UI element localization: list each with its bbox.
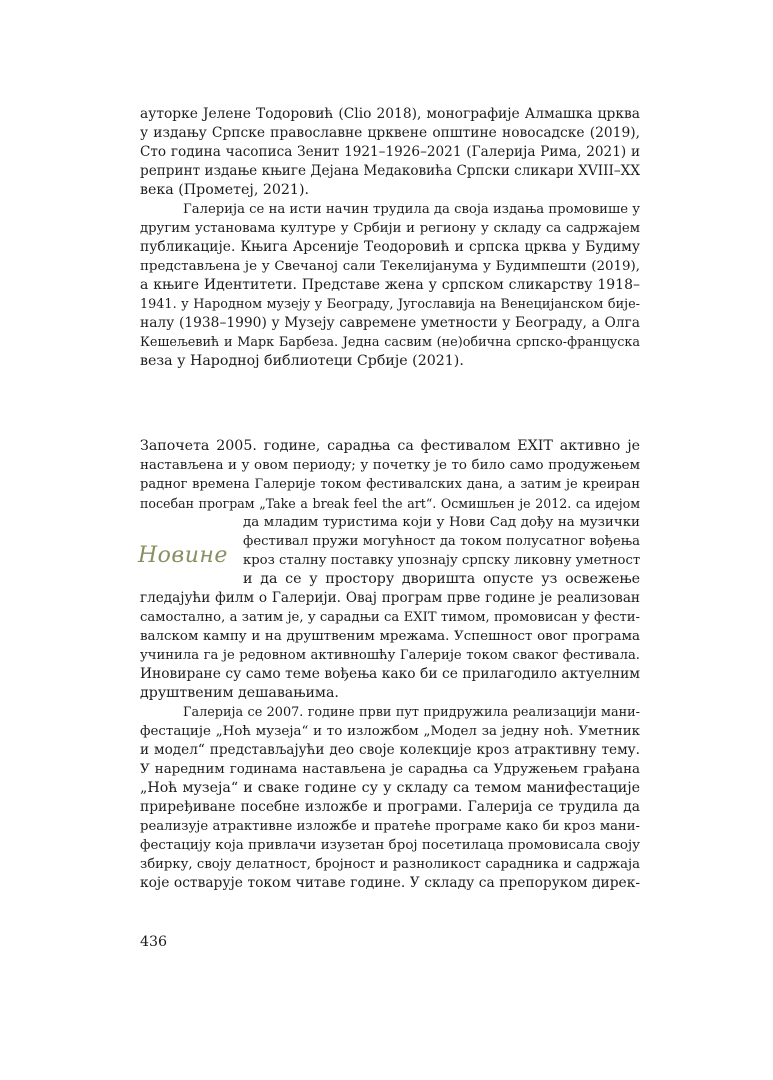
text-line: које остварује током читаве године. У складу са препоруком дирек- <box>140 875 640 891</box>
text-line: представљена је у Свечаној сали Текелијанума у Будимпешти (2019), <box>140 259 640 274</box>
text-line: друштвеним дешавањима. <box>140 685 339 701</box>
text-line: публикације. Књига Арсеније Теодоровић и српска црква у Будиму <box>140 239 640 255</box>
text-line: и да се у простору дворишта опусте уз освежење <box>243 571 640 587</box>
text-line: фестивал пружи могућност да током полусатног вођења <box>243 534 640 549</box>
text-line: У наредним годинама настављена је сарадња са Удружењем грађана <box>140 762 640 777</box>
text-line: и модел“ представљајући део своје колекције кроз атрактивну тему. <box>140 742 640 758</box>
text-line: гледајући филм о Галерији. Овај програм прве године је реализован <box>140 590 640 606</box>
text-line: самостално, а затим је, у сарадњи са EXIT тимом, промовисан у фести- <box>140 610 640 625</box>
text-line: фестације „Ноћ музеја“ и то изложбом „Модел за једну ноћ. Уметник <box>140 724 640 739</box>
text-line: налу (1938–1990) у Музеју савремене уметности у Београду, а Олга <box>140 315 640 331</box>
text-line: настављена и у овом периоду; у почетку је то било само продужењем <box>140 458 640 473</box>
text-line: кроз сталну поставку упознају српску ликовну уметност <box>243 553 641 568</box>
text-line: а књиге Идентитети. Представе жена у српском сликарству 1918– <box>140 277 640 293</box>
text-line: у издању Српске православне црквене општине новосадске (2019), <box>140 125 640 141</box>
text-line: 1941. у Народном музеју у Београду, Југославија на Венецијанском бије- <box>140 297 640 312</box>
text-line: фестацију која привлачи изузетан број посетилаца промовисала своју <box>140 838 640 853</box>
text-line: Сто година часописа Зенит 1921–1926–2021 (Галерија Рима, 2021) и <box>140 144 640 160</box>
text-line: Започета 2005. године, сарадња са фестивалом EXIT активно је <box>140 438 640 454</box>
text-line: збирку, своју делатност, бројност и разноликост сарадника и садржаја <box>140 857 640 872</box>
page-number: 436 <box>140 934 168 950</box>
text-line: века (Прометеј, 2021). <box>140 182 309 198</box>
text-line: Галерија се 2007. године први пут придружила реализацији мани- <box>183 705 640 720</box>
text-line: радног времена Галерије током фестивалских дана, а затим је креиран <box>140 477 640 492</box>
text-line: ауторке Јелене Тодоровић (Clio 2018), монографије Алмашка црква <box>140 106 640 122</box>
text-line: репринт издање књиге Дејана Медаковића Српски сликари XVIII–XX <box>140 163 640 179</box>
text-line: веза у Народној библиотеци Србије (2021). <box>140 353 464 369</box>
text-line: другим установама културе у Србији и региону у складу са садржајем <box>140 221 640 236</box>
text-line: приређиване посебне изложбе и програми. Галерија се трудила да <box>140 799 640 815</box>
text-line: учинила га је редовном активношћу Галерије током сваког фестивала. <box>140 648 640 663</box>
text-line: валском кампу и на друштвеним мрежама. Успешност овог програма <box>140 629 640 644</box>
text-line: посебан програм „Take a break feel the art“. Осмишљен је 2012. са идејом <box>140 496 640 511</box>
text-line: Галерија се на исти начин трудила да своја издања промовише у <box>183 202 640 217</box>
text-line: Кешељевић и Марк Барбеза. Једна сасвим (не)обична српско-француска <box>140 335 640 350</box>
text-line: реализује атрактивне изложбе и пратеће програме како би кроз мани- <box>140 819 640 834</box>
text-line: „Ноћ музеја“ и сваке године су у складу са темом манифестације <box>140 780 640 796</box>
text-line: Иновиране су само теме вођења како би се прилагодило актуелним <box>140 666 640 682</box>
section-heading: Новине <box>138 543 228 568</box>
text-line: да младим туристима који у Нови Сад дођу на музички <box>243 515 640 530</box>
